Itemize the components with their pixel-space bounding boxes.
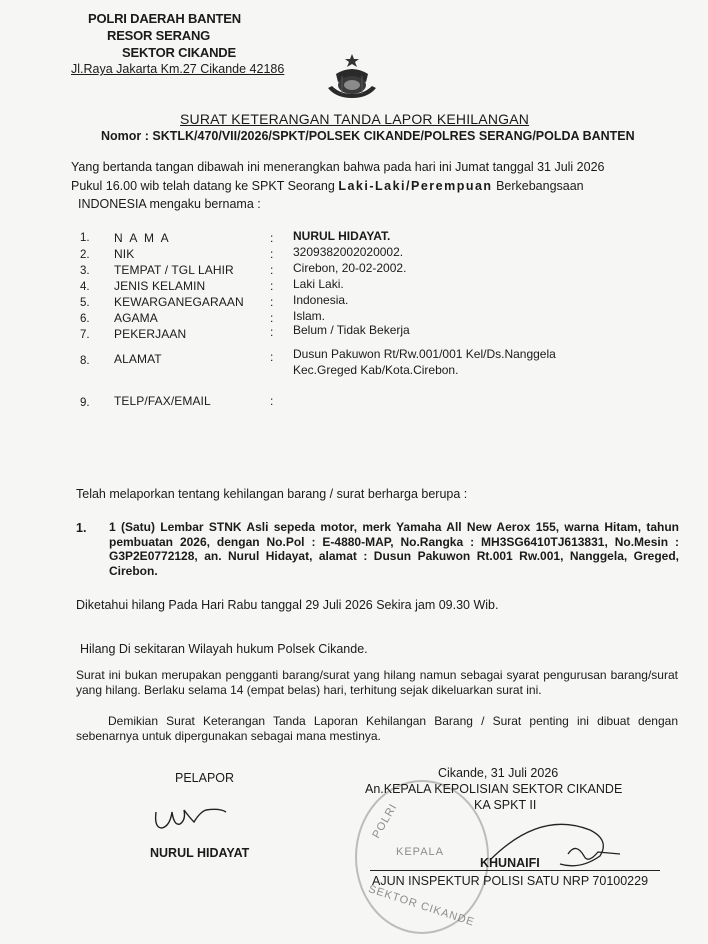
field-value-citizenship: Indonesia. xyxy=(293,293,349,307)
stamp-text-top: POLRI xyxy=(370,801,400,841)
field-num: 9. xyxy=(80,397,90,409)
field-colon: : xyxy=(270,295,274,309)
field-label: PEKERJAAN xyxy=(114,327,187,341)
field-label: N A M A xyxy=(114,231,171,245)
intro-line-2-c: Berkebangsaan xyxy=(496,179,584,193)
field-label: KEWARGANEGARAAN xyxy=(114,295,244,309)
note-paragraph: Surat ini bukan merupakan pengganti barang/surat yang hilang namun sebagai syarat pengurusan barang/surat yang hilang. Berlaku selama 14 (empat belas) hari, terhitung sejak dikeluarkan surat ini. xyxy=(76,668,678,697)
item-num: 1. xyxy=(76,521,87,535)
field-value-occupation: Belum / Tidak Bekerja xyxy=(293,323,410,337)
sign-date: Cikande, 31 Juli 2026 xyxy=(438,766,559,780)
field-value-gender: Laki Laki. xyxy=(293,277,344,291)
reporter-name: NURUL HIDAYAT xyxy=(150,846,250,860)
reporter-signature xyxy=(150,798,230,838)
document-title: SURAT KETERANGAN TANDA LAPOR KEHILANGAN xyxy=(180,111,530,127)
field-colon: : xyxy=(270,350,274,364)
field-label: ALAMAT xyxy=(114,352,162,366)
stamp-text-mid: KEPALA xyxy=(396,846,444,858)
field-colon: : xyxy=(270,394,274,408)
report-intro: Telah melaporkan tentang kehilangan barang / surat berharga berupa : xyxy=(76,487,468,501)
header-line-3: SEKTOR CIKANDE xyxy=(122,45,236,60)
field-value-nik: 3209382002020002. xyxy=(293,245,404,259)
field-num: 5. xyxy=(80,297,90,309)
lost-item-description: 1 (Satu) Lembar STNK Asli sepeda motor, merk Yamaha All New Aerox 155, warna Hitam, tahun pembuatan 2026, dengan No.Pol : E-4880-MAP, No.Rangka : MH3SG6410TJ613831, No.Mesin : G3P2E0772128, an. Nurul Hidayat, alamat : Dusun Pakuwon Rt.001 Rw.001, Nanggela, Greged, Cirebon. xyxy=(109,520,679,578)
field-value-address-2: Kec.Greged Kab/Kota.Cirebon. xyxy=(293,363,459,377)
field-colon: : xyxy=(270,263,274,277)
field-colon: : xyxy=(270,231,274,245)
intro-line-2 xyxy=(71,179,584,193)
field-num: 3. xyxy=(80,265,90,277)
header-address: Jl.Raya Jakarta Km.27 Cikande 42186 xyxy=(71,62,285,76)
field-num: 8. xyxy=(80,355,90,367)
lost-place: Hilang Di sekitaran Wilayah hukum Polsek Cikande. xyxy=(80,642,368,656)
sign-unit: KA SPKT II xyxy=(474,798,537,812)
officer-signature xyxy=(480,820,630,880)
intro-line-3: INDONESIA mengaku bernama : xyxy=(78,197,261,211)
intro-line-2-a: Pukul 16.00 wib telah datang ke SPKT Seorang xyxy=(71,179,335,193)
field-label: TELP/FAX/EMAIL xyxy=(114,394,211,408)
stamp-text-bottom: SEKTOR CIKANDE xyxy=(366,883,477,929)
reporter-role: PELAPOR xyxy=(175,771,235,785)
header-line-2: RESOR SERANG xyxy=(107,28,211,43)
intro-gender: Laki-Laki/Perempuan xyxy=(338,179,493,193)
field-num: 4. xyxy=(80,281,90,293)
field-colon: : xyxy=(270,247,274,261)
field-label: AGAMA xyxy=(114,311,158,325)
field-value-religion: Islam. xyxy=(293,309,326,323)
officer-rank: AJUN INSPEKTUR POLISI SATU NRP 70100229 xyxy=(372,874,649,888)
field-value-name: NURUL HIDAYAT. xyxy=(293,229,391,243)
field-num: 2. xyxy=(80,249,90,261)
field-label: TEMPAT / TGL LAHIR xyxy=(114,263,234,277)
signature-line xyxy=(370,870,660,871)
field-label: JENIS KELAMIN xyxy=(114,279,206,293)
field-value-birth: Cirebon, 20-02-2002. xyxy=(293,261,407,275)
header-line-1: POLRI DAERAH BANTEN xyxy=(88,11,241,26)
field-num: 6. xyxy=(80,313,90,325)
field-value-address: Dusun Pakuwon Rt/Rw.001/001 Kel/Ds.Nanggela xyxy=(293,347,556,361)
field-label: NIK xyxy=(114,247,135,261)
sign-authority: An.KEPALA KEPOLISIAN SEKTOR CIKANDE xyxy=(365,782,623,796)
intro-line-1: Yang bertanda tangan dibawah ini menerangkan bahwa pada hari ini Jumat tanggal 31 Juli 2026 xyxy=(71,160,605,174)
lost-date: Diketahui hilang Pada Hari Rabu tanggal 29 Juli 2026 Sekira jam 09.30 Wib. xyxy=(76,598,499,612)
police-emblem-icon xyxy=(322,52,382,102)
field-colon: : xyxy=(270,279,274,293)
document-number: Nomor : SKTLK/470/VII/2026/SPKT/POLSEK CIKANDE/POLRES SERANG/POLDA BANTEN xyxy=(101,129,635,143)
field-num: 1. xyxy=(80,232,90,244)
field-colon: : xyxy=(270,311,274,325)
field-num: 7. xyxy=(80,329,90,341)
officer-name: KHUNAIFI xyxy=(480,856,540,870)
field-colon: : xyxy=(270,325,274,339)
closing-paragraph: Demikian Surat Keterangan Tanda Laporan Kehilangan Barang / Surat penting ini dibuat dengan sebenarnya untuk dipergunakan sebagai mana mestinya. xyxy=(76,714,678,743)
